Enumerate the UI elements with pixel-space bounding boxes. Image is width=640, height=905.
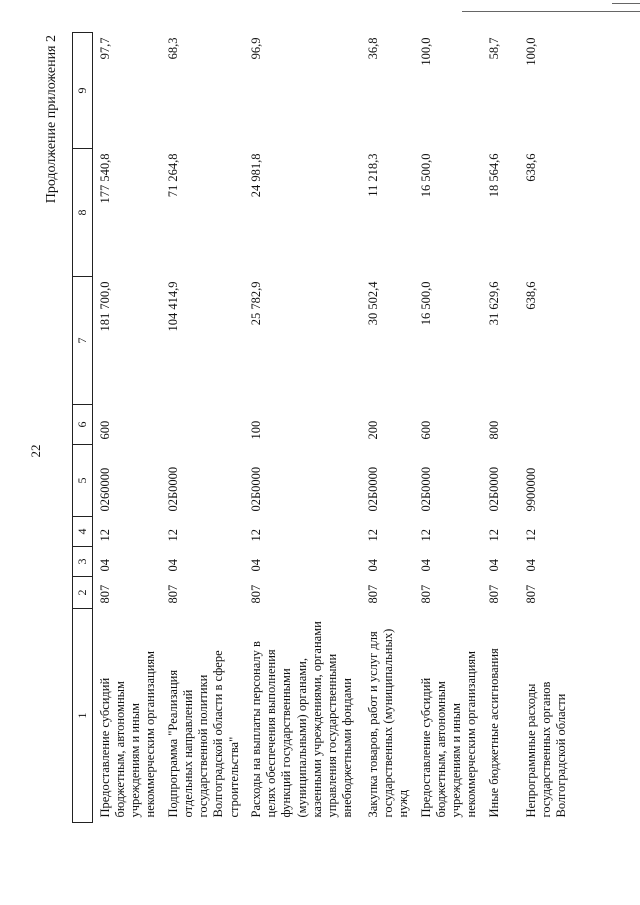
table-row	[416, 33, 484, 823]
cell-target: 02Б0000	[486, 466, 501, 512]
col-header: 8	[73, 149, 93, 277]
cell-type: 600	[418, 420, 433, 440]
cell-target: 9900000	[523, 467, 538, 512]
cell-actual: 177 540,8	[97, 153, 112, 204]
cell-actual: 11 218,3	[365, 153, 380, 197]
cell-section: 04	[523, 559, 538, 572]
cell-plan: 30 502,4	[365, 281, 380, 326]
col-header: 1	[73, 609, 93, 823]
table-row	[246, 33, 363, 823]
cell-type	[521, 405, 588, 445]
cell-subsection: 12	[165, 529, 180, 542]
cell-section: 04	[97, 559, 112, 572]
cell-actual: 16 500,0	[418, 153, 433, 198]
cell-percent: 96,9	[248, 37, 263, 60]
cell-ministry: 807	[165, 584, 180, 604]
cell-actual: 18 564,6	[486, 153, 501, 198]
continuation-label: Продолжение приложения 2	[44, 35, 59, 204]
cell-target: 02Б0000	[418, 466, 433, 512]
cell-plan: 104 414,9	[165, 281, 180, 332]
cell-subsection: 12	[523, 529, 538, 542]
cell-ministry: 807	[97, 584, 112, 604]
cell-actual: 638,6	[523, 153, 538, 182]
cell-plan: 181 700,0	[97, 281, 112, 332]
row-name: Расходы на выплаты персоналу в целях обеспечения выполнения функций государственными (муниципальными) органами, казенными учреждениями, органами управления государственными внебюджетными фондами	[248, 621, 355, 818]
cell-type: 100	[248, 420, 263, 440]
cell-subsection: 12	[97, 529, 112, 542]
cell-percent: 68,3	[165, 37, 180, 60]
cell-section: 04	[165, 559, 180, 572]
cell-subsection: 12	[365, 529, 380, 542]
table-row	[521, 33, 588, 823]
cell-percent: 58,7	[486, 37, 501, 60]
row-name: Предоставление субсидий бюджетным, автономным учреждениям и иным некоммерческим организациям	[97, 650, 158, 818]
cell-type: 600	[97, 420, 112, 440]
cell-subsection: 12	[486, 529, 501, 542]
row-name: Закупка товаров, работ и услуг для государственных (муниципальных) нужд	[365, 628, 411, 818]
cell-plan: 25 782,9	[248, 281, 263, 326]
cell-section: 04	[418, 559, 433, 572]
cell-section: 04	[248, 559, 263, 572]
table-row	[163, 33, 246, 823]
cell-target: 0260000	[97, 467, 112, 512]
cell-section: 04	[365, 559, 380, 572]
cell-percent: 36,8	[365, 37, 380, 60]
row-name: Непрограммные расходы государственных органов Волгоградской области	[523, 681, 569, 818]
row-name: Подпрограмма "Реализация отдельных направлений государственной политики Волгоградской области в сфере строительства"	[165, 650, 241, 818]
cell-plan: 638,6	[523, 281, 538, 310]
cell-ministry: 807	[365, 584, 380, 604]
cell-ministry: 807	[248, 584, 263, 604]
cell-percent: 100,0	[523, 37, 538, 66]
cell-percent: 100,0	[418, 37, 433, 66]
cell-ministry: 807	[418, 584, 433, 604]
row-name: Предоставление субсидий бюджетным, автономным учреждениям и иным некоммерческим организациям	[418, 650, 479, 818]
cell-type: 800	[486, 420, 501, 440]
page-number: 22	[28, 444, 43, 458]
cell-ministry: 807	[486, 584, 501, 604]
cell-plan: 16 500,0	[418, 281, 433, 326]
table-row	[92, 33, 163, 823]
col-header: 3	[73, 547, 93, 577]
cell-type: 200	[365, 420, 380, 440]
col-header: 6	[73, 405, 93, 445]
cell-type	[163, 405, 246, 445]
cell-target: 02Б0000	[365, 466, 380, 512]
cell-target: 02Б0000	[248, 466, 263, 512]
cell-actual: 71 264,8	[165, 153, 180, 198]
cell-section: 04	[486, 559, 501, 572]
cell-target: 02Б0000	[165, 466, 180, 512]
cell-ministry: 807	[523, 584, 538, 604]
col-header: 9	[73, 33, 93, 149]
col-header: 5	[73, 445, 93, 517]
table-row	[363, 33, 416, 823]
row-name: Иные бюджетные ассигнования	[486, 648, 501, 818]
budget-table	[72, 32, 588, 823]
cell-subsection: 12	[418, 529, 433, 542]
cell-plan: 31 629,6	[486, 281, 501, 326]
header-row	[73, 33, 93, 823]
col-header: 4	[73, 517, 93, 547]
table-row	[484, 33, 521, 823]
cell-actual: 24 981,8	[248, 153, 263, 198]
col-header: 7	[73, 277, 93, 405]
col-header: 2	[73, 577, 93, 609]
cell-subsection: 12	[248, 529, 263, 542]
cell-percent: 97,7	[97, 37, 112, 60]
